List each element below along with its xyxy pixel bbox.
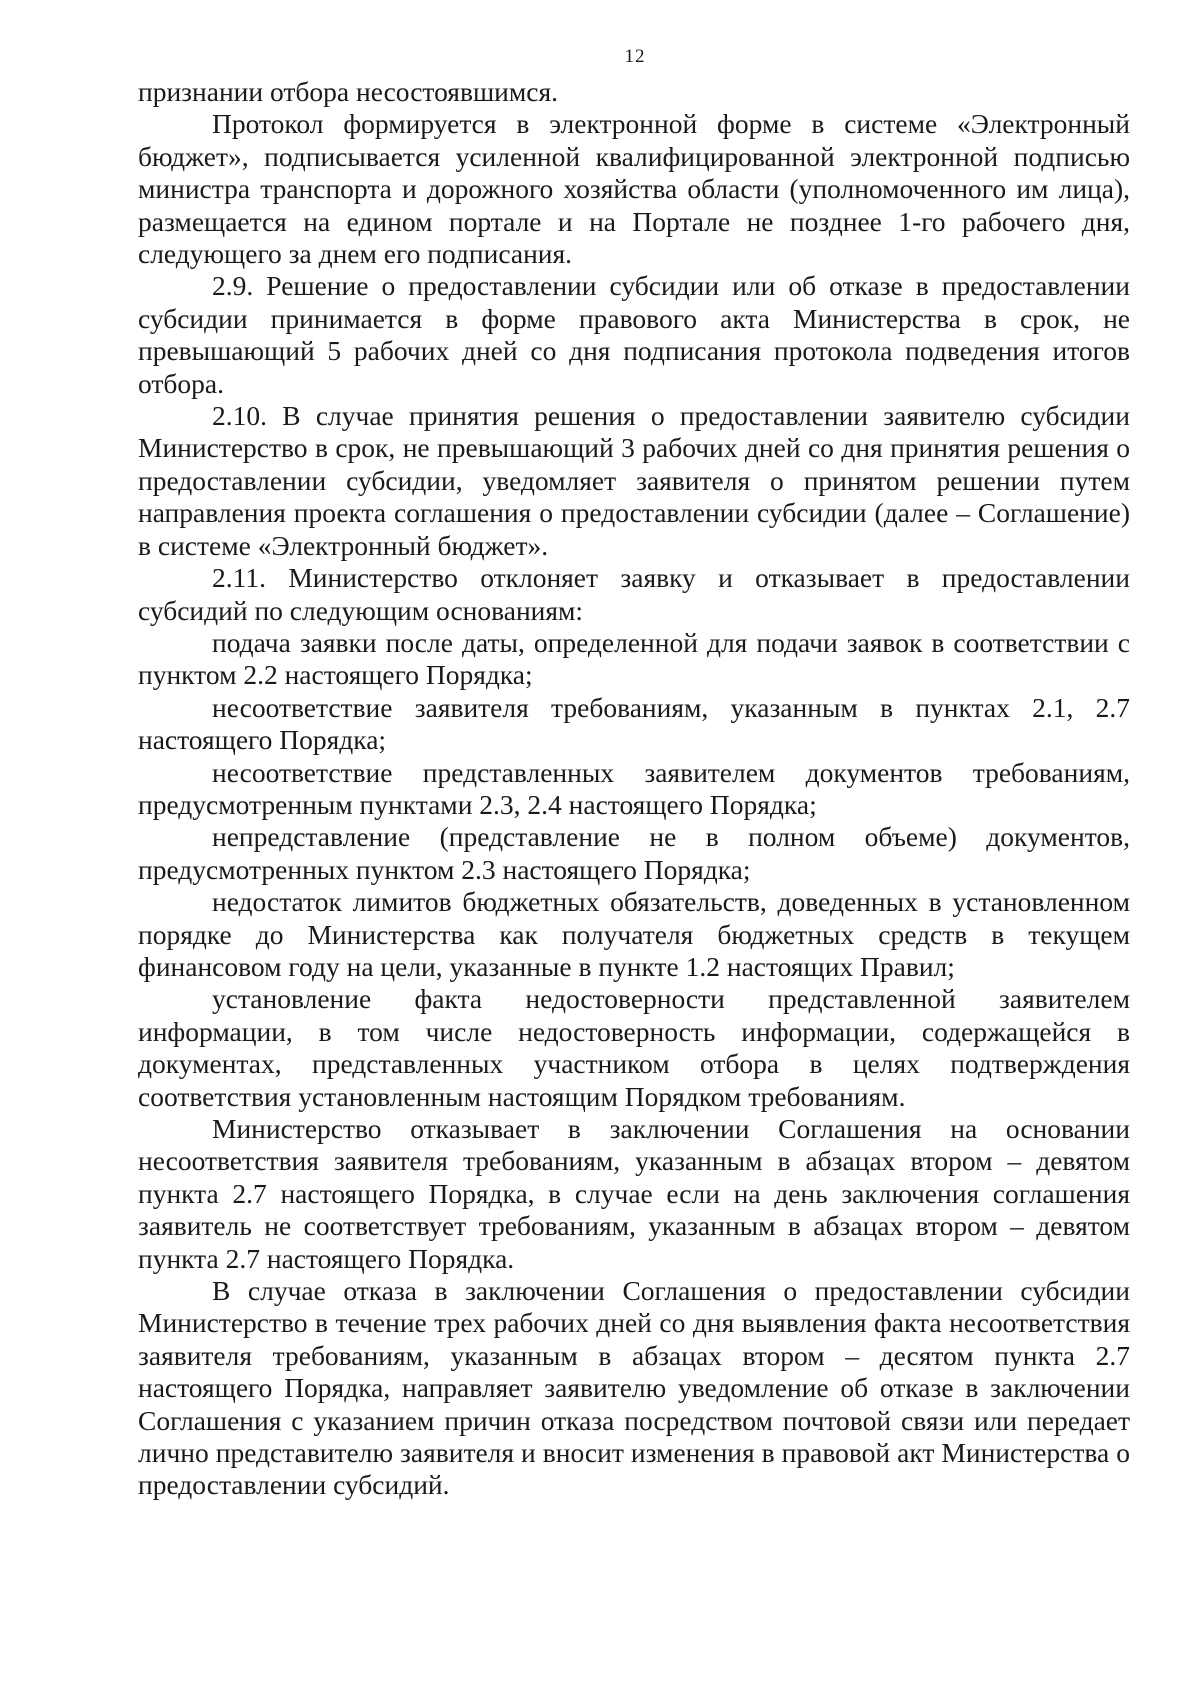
list-item: установление факта недостоверности представленной заявителем информации, в том числе недостоверность информации, содержащейся в документах, представленных участником отбора в целях подтверждения соответствия установленным настоящим Порядком требованиям. (138, 983, 1130, 1112)
paragraph-2-10: 2.10. В случае принятия решения о предоставлении заявителю субсидии Министерство в срок, не превышающий 3 рабочих дней со дня принятия решения о предоставлении субсидии, уведомляет заявителя о принятом решении путем направления проекта соглашения о предоставлении субсидии (далее – Соглашение) в системе «Электронный бюджет». (138, 400, 1130, 561)
paragraph-continuation: признании отбора несостоявшимся. (138, 76, 558, 107)
list-item: несоответствие представленных заявителем документов требованиям, предусмотренным пунктами 2.3, 2.4 настоящего Порядка; (138, 756, 1130, 820)
paragraph-refusal-notice: В случае отказа в заключении Соглашения о предоставлении субсидии Министерство в течение трех рабочих дней со дня выявления факта несоответствия заявителя требованиям, указанным в абзацах втором – десятом пункта 2.7 настоящего Порядка, направляет заявителю уведомление об отказе в заключении Соглашения с указанием причин отказа посредством почтовой связи или передает лично представителю заявителя и вносит изменения в правовой акт Министерства о предоставлении субсидий. (138, 1275, 1130, 1501)
list-item: несоответствие заявителя требованиям, указанным в пунктах 2.1, 2.7 настоящего Порядка; (138, 691, 1130, 756)
paragraph-refusal-agreement: Министерство отказывает в заключении Соглашения на основании несоответствия заявителя требованиям, указанным в абзацах втором – девятом пункта 2.7 настоящего Порядка, в случае если на день заключения соглашения заявитель не соответствует требованиям, указанным в абзацах втором – девятом пункта 2.7 настоящего Порядка. (138, 1113, 1130, 1274)
paragraph-2-11: 2.11. Министерство отклоняет заявку и отказывает в предоставлении субсидий по следующим основаниям: (138, 562, 1130, 626)
page-number: 12 (624, 46, 646, 67)
paragraph-protocol: Протокол формируется в электронной форме в системе «Электронный бюджет», подписывается усиленной квалифицированной электронной подписью министра транспорта и дорожного хозяйства области (уполномоченного им лица), размещается на едином портале и на Портале не позднее 1-го рабочего дня, следующего за днем его подписания. (138, 108, 1130, 270)
list-item: непредставление (представление не в полном объеме) документов, предусмотренных пунктом 2.3 настоящего Порядка; (138, 821, 1130, 885)
list-item: недостаток лимитов бюджетных обязательств, доведенных в установленном порядке до Министерства как получателя бюджетных средств в текущем финансовом году на цели, указанные в пункте 1.2 настоящих Правил; (138, 886, 1130, 982)
document-body (138, 76, 1130, 1502)
list-item: подача заявки после даты, определенной для подачи заявок в соответствии с пунктом 2.2 настоящего Порядка; (138, 626, 1130, 691)
paragraph-2-9: 2.9. Решение о предоставлении субсидии или об отказе в предоставлении субсидии принимается в форме правового акта Министерства в срок, не превышающий 5 рабочих дней со дня подписания протокола подведения итогов отбора. (138, 270, 1130, 399)
